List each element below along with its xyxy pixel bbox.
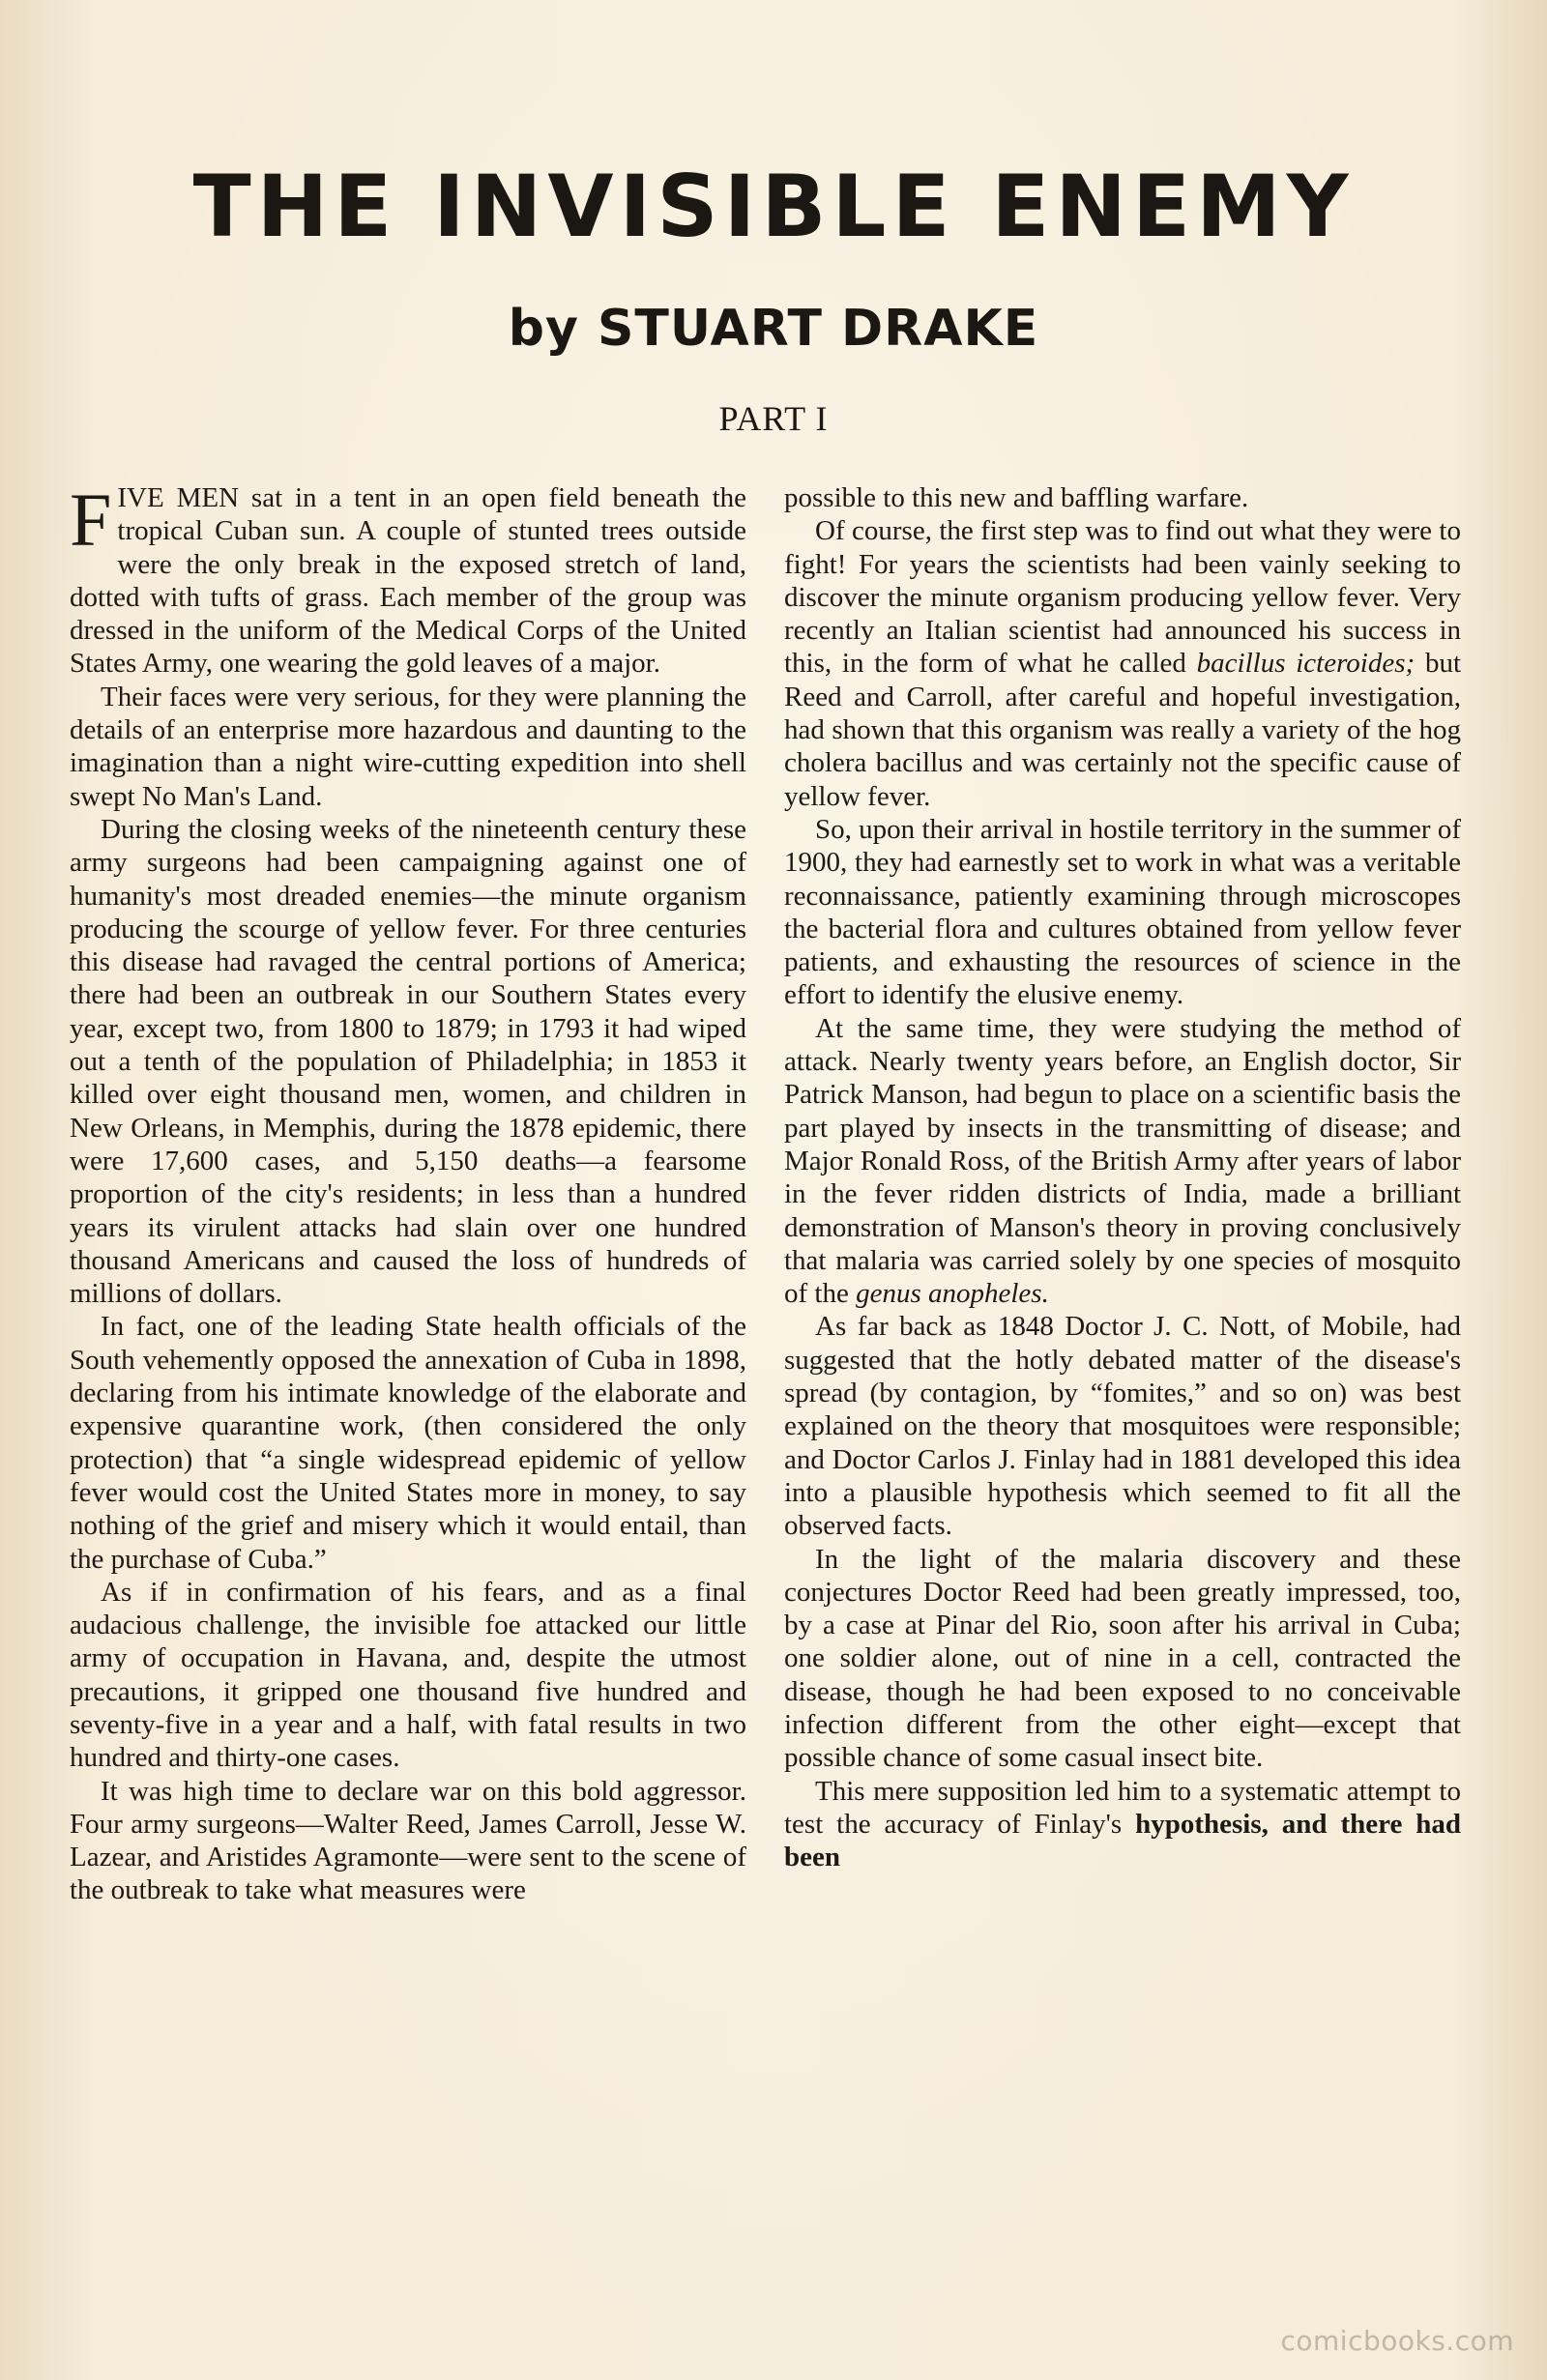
paragraph-10 (784, 1012, 1461, 1311)
paragraph-11: As far back as 1848 Doctor J. C. Nott, of Mobile, had suggested that the hotly debated matter of the disease's spread (by contagion, by “fomites,” and so on) was best explained on the theory that mosquitoes were responsible; and Doctor Carlos J. Finlay had in 1881 developed this idea into a plausible hypothesis which seemed to fit all the observed facts. (784, 1311, 1461, 1542)
article-byline: by STUART DRAKE (508, 300, 1039, 358)
paragraph-10-text: At the same time, they were studying the method of attack. Nearly twenty years before, an English doctor, Sir Patrick Manson, had begun to place on a scientific basis the part played by insects in the transmitting of disease; and Major Ronald Ross, of the British Army after years of labor in the fever ridden districts of India, made a brilliant demonstration of Manson's theory in proving conclusively that malaria was carried solely by one species of mosquito of the (784, 1012, 1461, 1310)
article-title: THE INVISIBLE ENEMY (192, 157, 1355, 256)
paragraph-13-text: This mere supposition led him to a systematic attempt to test the accuracy of Finlay's (784, 1775, 1461, 1840)
paragraph-5: As if in confirmation of his fears, and as a final audacious challenge, the invisible foe attacked our little army of occupation in Havana, and, despite the utmost precautions, it gripped one thousand five hundred and seventy-five in a year and a half, with fatal results in two hundred and thirty-one cases. (70, 1576, 746, 1774)
drop-cap: F (70, 481, 112, 562)
part-heading: PART I (718, 399, 829, 438)
left-column (70, 481, 746, 2281)
paragraph-3: During the closing weeks of the nineteenth century these army surgeons had been campaigning against one of humanity's most dreaded enemies—the minute organism producing the scourge of yellow fever. For three centuries this disease had ravaged the central portions of America; there had been an outbreak in our Southern States every year, except two, from 1800 to 1879; in 1793 it had wiped out a tenth of the population of Philadelphia; in 1853 it killed over eight thousand men, women, and children in New Orleans, in Memphis, during the 1878 epidemic, there were 17,600 cases, and 5,150 deaths—a fearsome proportion of the city's residents; in less than a hundred years its virulent attacks had slain over one hundred thousand Americans and caused the loss of hundreds of millions of dollars. (70, 813, 746, 1310)
right-column (784, 481, 1461, 2281)
paragraph-6: It was high time to declare war on this bold aggressor. Four army surgeons—Walter Reed, James Carroll, Jesse W. Lazear, and Aristides Agramonte—were sent to the scene of the outbreak to take what measures were (70, 1775, 746, 1906)
site-watermark: comicbooks.com (1280, 2325, 1514, 2357)
paragraph-8-text-a: Of course, the first step was to find out what they were to fight! For years the scientists had been vainly seeking to discover the minute organism producing yellow fever. Very recently an Italian scientist had announced his success in this, in the form of what he called (784, 515, 1461, 680)
paragraph-2: Their faces were very serious, for they were planning the details of an enterprise more hazardous and daunting to the imagination than a night wire-cutting expedition into shell swept No Man's Land. (70, 681, 746, 812)
paragraph-7: possible to this new and baffling warfare. (784, 482, 1249, 513)
paragraph-8 (784, 514, 1461, 813)
paragraph-8-text-b: but Reed and Carroll, after careful and hopeful investigation, had shown that this organism was really a variety of the hog cholera bacillus and was certainly not the specific cause of yellow fever. (784, 648, 1461, 812)
paragraph-8-italic: bacillus icteroides; (1196, 648, 1416, 680)
paragraph-1 (70, 481, 746, 681)
paragraph-10-italic: genus anopheles. (856, 1278, 1049, 1310)
paragraph-1-text: IVE MEN sat in a tent in an open field beneath the tropical Cuban sun. A couple of stunted trees outside were the only break in the exposed stretch of land, dotted with tufts of grass. Each member of the group was dressed in the uniform of the Medical Corps of the United States Army, one wearing the gold leaves of a major. (70, 482, 746, 680)
paragraph-13 (784, 1775, 1461, 1874)
paragraph-13-bold-text: hypothesis, and there had been (784, 1808, 1461, 1873)
paragraph-4: In fact, one of the leading State health officials of the South vehemently opposed the annexation of Cuba in 1898, declaring from his intimate knowledge of the elaborate and expensive quarantine work, (then considered the only protection) that “a single widespread epidemic of yellow fever would cost the United States more in money, to say nothing of the grief and misery which it would entail, than the purchase of Cuba.” (70, 1311, 746, 1575)
paragraph-9: So, upon their arrival in hostile territory in the summer of 1900, they had earnestly set to work in what was a veritable reconnaissance, patiently examining through microscopes the bacterial flora and cultures obtained from yellow fever patients, and exhausting the resources of science in the effort to identify the elusive enemy. (784, 813, 1461, 1011)
paragraph-12: In the light of the malaria discovery and these conjectures Doctor Reed had been greatly impressed, too, by a case at Pinar del Rio, soon after his arrival in Cuba; one soldier alone, out of nine in a cell, contracted the disease, though he had been exposed to no conceivable infection different from the other eight—except that possible chance of some casual insect bite. (784, 1543, 1461, 1774)
